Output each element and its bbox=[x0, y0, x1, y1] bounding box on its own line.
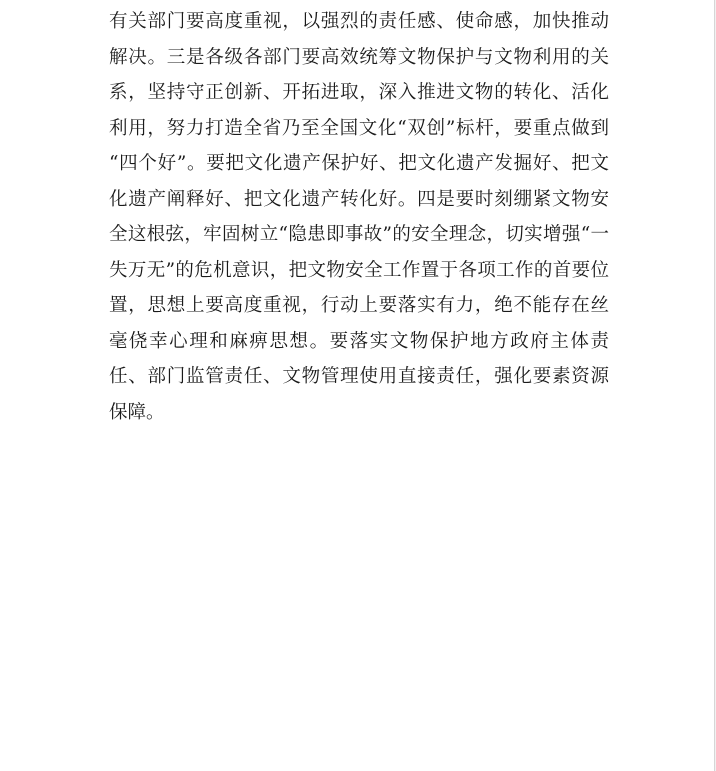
text-line: 解决。三是各级各部门要高效统筹文物保护与文物利用的关 bbox=[109, 46, 609, 68]
text-line: 失万无”的危机意识，把文物安全工作置于各项工作的首要位 bbox=[109, 259, 609, 281]
text-line: 保障。 bbox=[109, 401, 165, 423]
text-line: 全这根弦，牢固树立“隐患即事故”的安全理念，切实增强“一 bbox=[109, 224, 609, 245]
text-line: 化遗产阐释好、把文化遗产转化好。四是要时刻绷紧文物安 bbox=[109, 188, 609, 210]
body-paragraph bbox=[109, 4, 609, 430]
text-line: 利用，努力打造全省乃至全国文化“双创”标杆，要重点做到 bbox=[109, 117, 609, 139]
text-line: 毫侥幸心理和麻痹思想。要落实文物保护地方政府主体责 bbox=[109, 330, 609, 352]
text-line: “四个好”。要把文化遗产保护好、把文化遗产发掘好、把文 bbox=[109, 153, 609, 174]
text-line: 系，坚持守正创新、开拓进取，深入推进文物的转化、活化 bbox=[109, 82, 609, 103]
text-line: 置，思想上要高度重视，行动上要落实有力，绝不能存在丝 bbox=[109, 295, 609, 316]
text-line: 有关部门要高度重视，以强烈的责任感、使命感，加快推动 bbox=[109, 11, 609, 32]
text-line: 任、部门监管责任、文物管理使用直接责任，强化要素资源 bbox=[109, 366, 609, 387]
